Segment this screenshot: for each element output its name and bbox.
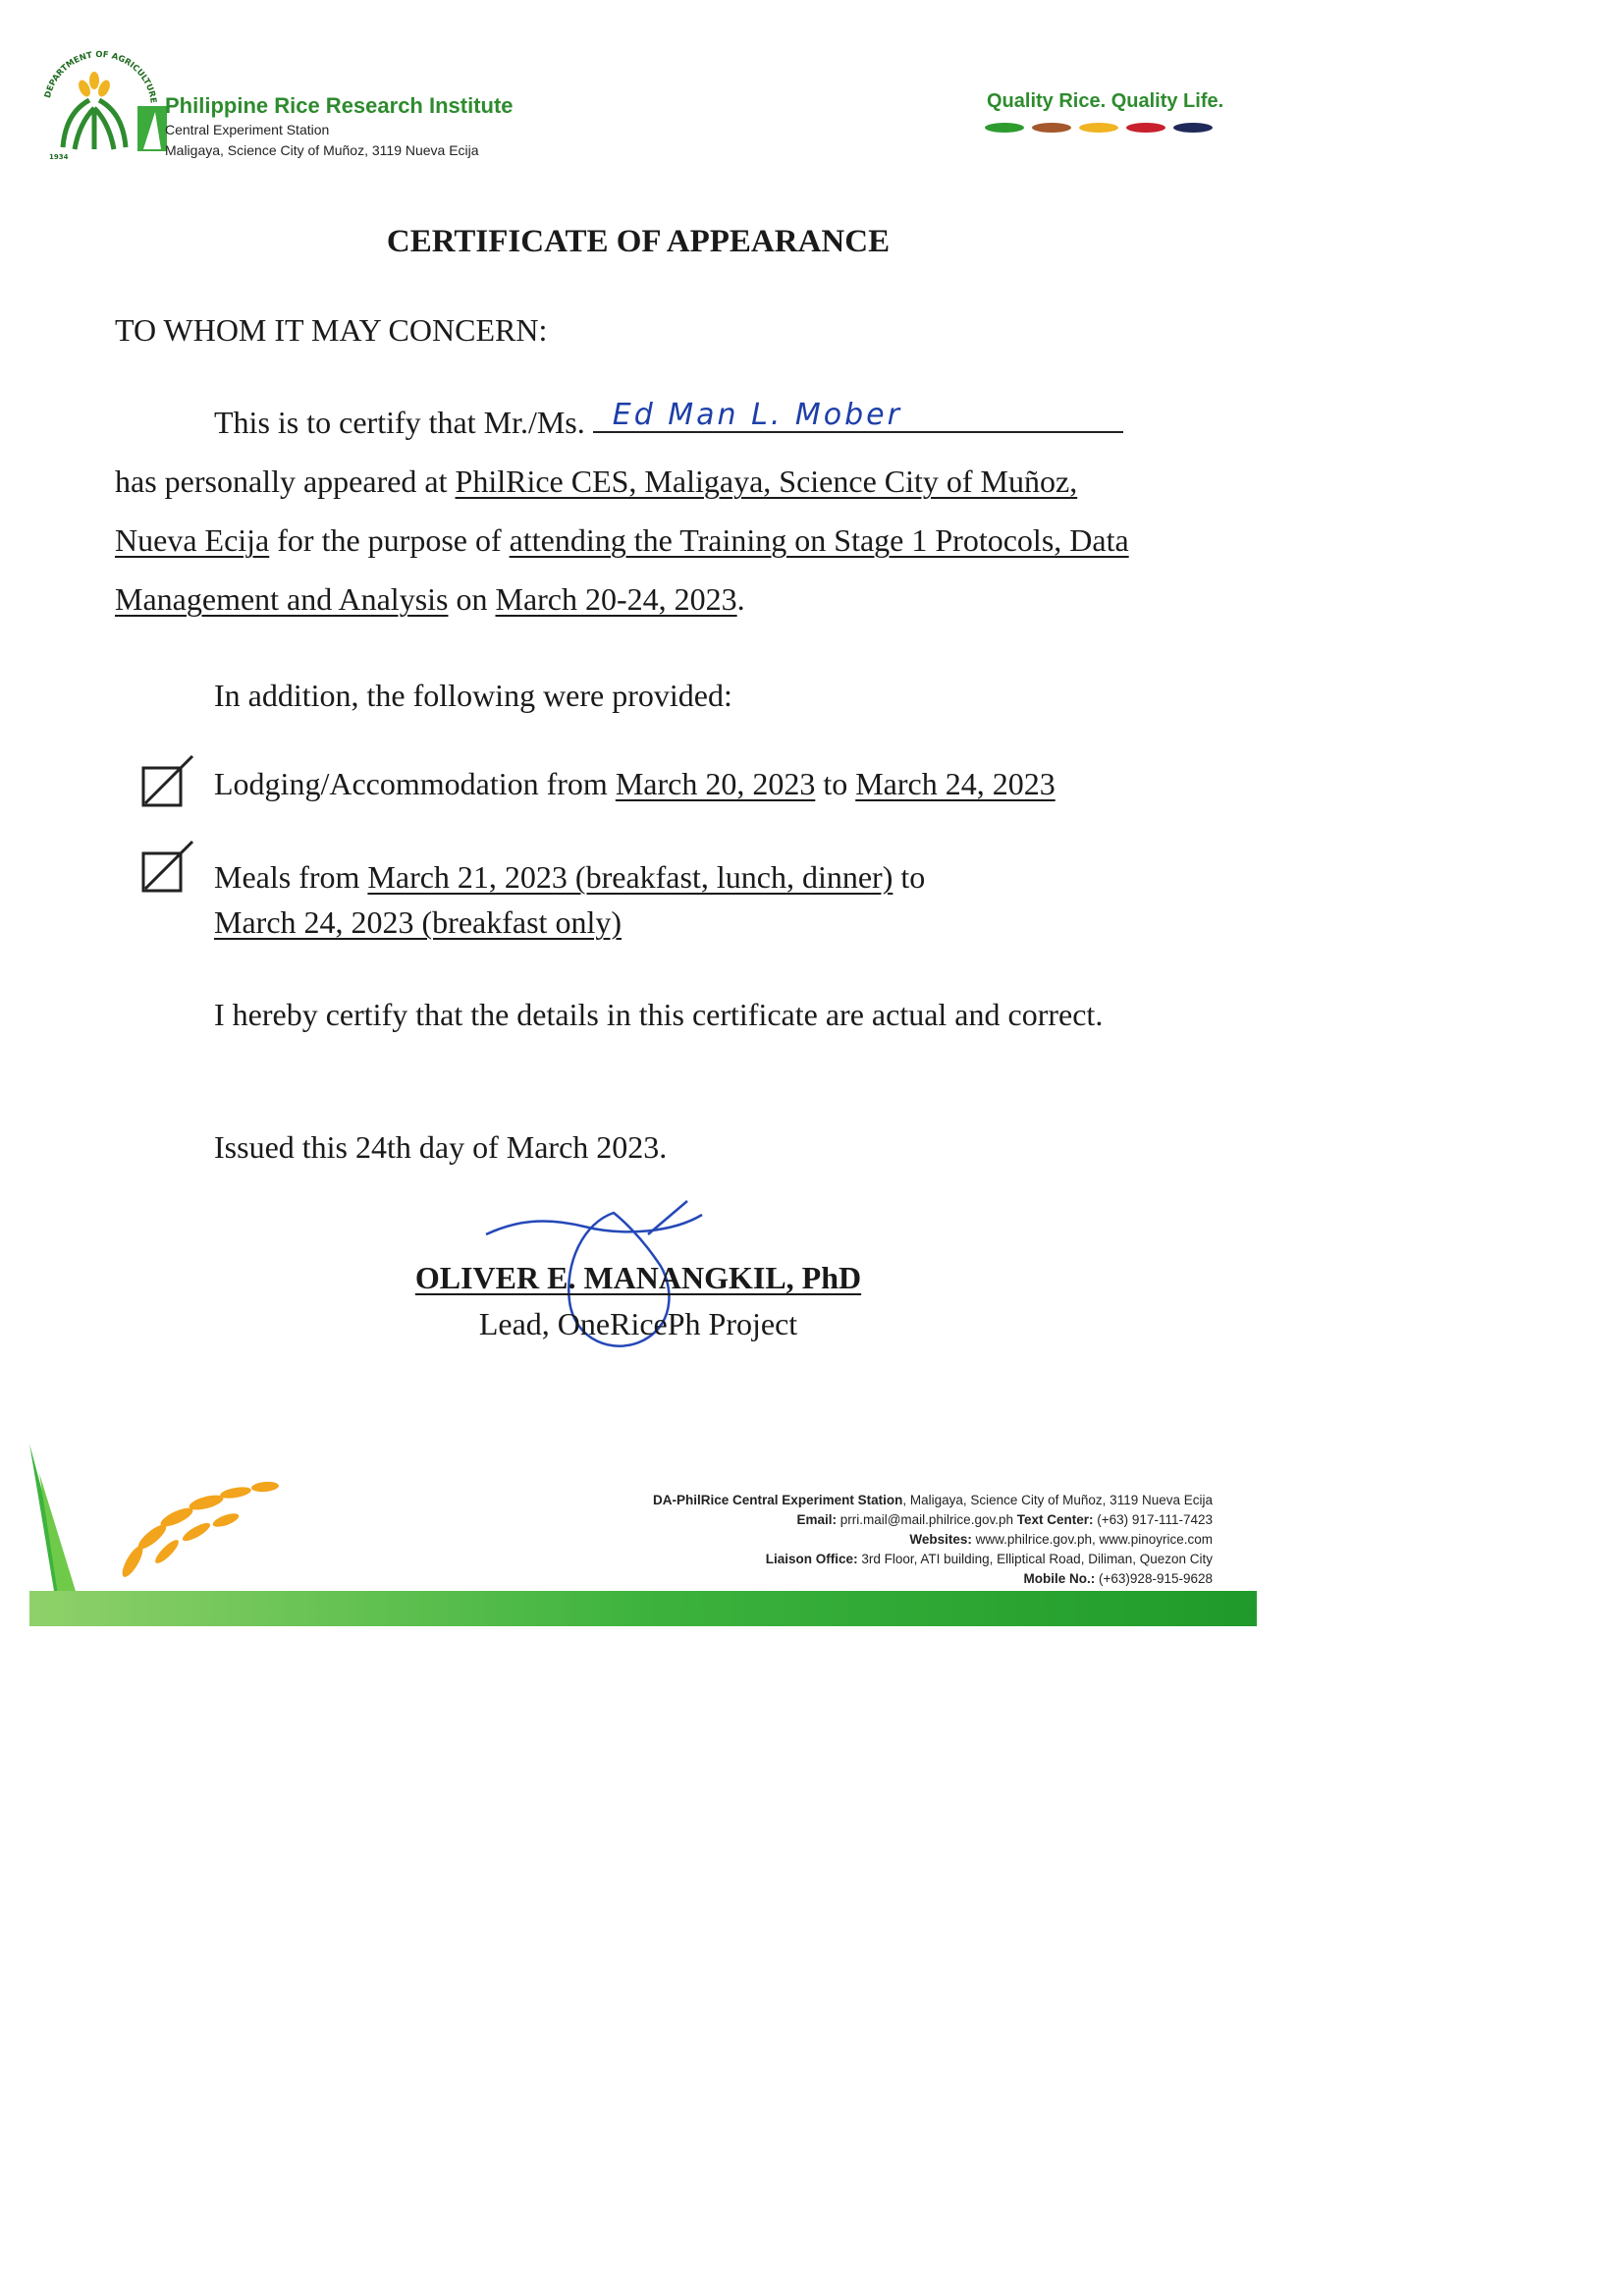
footer-line-liaison: Liaison Office: 3rd Floor, ATI building, Elliptical Road, Diliman, Quezon City — [765, 1552, 1213, 1566]
salutation: TO WHOM IT MAY CONCERN: — [115, 312, 548, 348]
color-dashes — [985, 120, 1220, 136]
color-dash — [1126, 123, 1165, 133]
certification-statement: I hereby certify that the details in this certificate are actual and correct. — [214, 997, 1104, 1032]
certify-prefix: This is to certify that Mr./Ms. — [214, 405, 585, 440]
meals-item — [214, 854, 925, 945]
footer-line-websites: Websites: www.philrice.gov.ph, www.pinoyrice.com — [909, 1532, 1213, 1547]
footer-contact — [550, 1491, 1213, 1589]
color-dash — [1079, 123, 1118, 133]
color-dash — [1032, 123, 1071, 133]
lodging-from: March 20, 2023 — [615, 766, 816, 801]
purpose: attending the Training on Stage 1 Protocols, Data Management and Analysis — [115, 522, 1129, 617]
seal-year: 1934 — [49, 153, 69, 161]
signatory-name: OLIVER E. MANANGKIL, PhD — [414, 1260, 862, 1295]
lodging-checkbox — [139, 754, 194, 809]
tagline: Quality Rice. Quality Life. — [987, 90, 1224, 112]
lodging-to: March 24, 2023 — [855, 766, 1056, 801]
color-dash — [985, 123, 1024, 133]
appeared-prefix: has personally appeared at — [115, 464, 448, 499]
certify-paragraph: This is to certify that Mr./Ms. Ed Man L. Mober has personally appeared at PhilRice CES, Maligaya, Science City of Muñoz, Nueva Ecija for the purpose of attending the Training on Stage 1 Protocols, Data Management and Analysis on March 20-24, 2023. — [115, 393, 1166, 628]
meals-to: March 24, 2023 (breakfast only) — [214, 904, 622, 940]
meals-checkbox — [139, 840, 194, 895]
addition-text: In addition, the following were provided: — [214, 678, 732, 713]
purpose-prefix: for the purpose of — [277, 522, 502, 558]
venue: PhilRice CES, Maligaya, Science City of Muñoz, Nueva Ecija — [115, 464, 1078, 558]
date-prefix: on — [456, 581, 488, 617]
lodging-item — [214, 766, 1056, 802]
meals-from: March 21, 2023 (breakfast, lunch, dinner) — [367, 859, 893, 895]
signatory-title: Lead, OneRicePh Project — [478, 1306, 798, 1341]
footer-line-email: Email: prri.mail@mail.philrice.gov.ph Text Center: (+63) 917-111-7423 — [796, 1512, 1213, 1527]
philrice-logo — [35, 39, 173, 167]
seal-arc-text: DEPARTMENT OF AGRICULTURE — [43, 49, 158, 104]
footer-line-mobile: Mobile No.: (+63)928-915-9628 — [1023, 1571, 1213, 1586]
institute-name: Philippine Rice Research Institute — [165, 93, 514, 118]
event-dates: March 20-24, 2023 — [495, 581, 737, 617]
meals-joiner: to — [900, 859, 926, 895]
document-title: CERTIFICATE OF APPEARANCE — [386, 224, 891, 259]
lodging-label: Lodging/Accommodation from — [214, 766, 608, 801]
station-name: Central Experiment Station — [165, 122, 330, 137]
color-dash — [1173, 123, 1213, 133]
lodging-joiner: to — [823, 766, 848, 801]
issued-line: Issued this 24th day of March 2023. — [214, 1129, 668, 1165]
name-line — [593, 394, 1123, 433]
footer-line-address: DA-PhilRice Central Experiment Station, Maligaya, Science City of Muñoz, 3119 Nueva Ecija — [653, 1493, 1213, 1507]
meals-label: Meals from — [214, 859, 360, 895]
handwritten-name: Ed Man L. Mober — [612, 398, 902, 432]
institute-address: Maligaya, Science City of Muñoz, 3119 Nueva Ecija — [165, 142, 479, 158]
